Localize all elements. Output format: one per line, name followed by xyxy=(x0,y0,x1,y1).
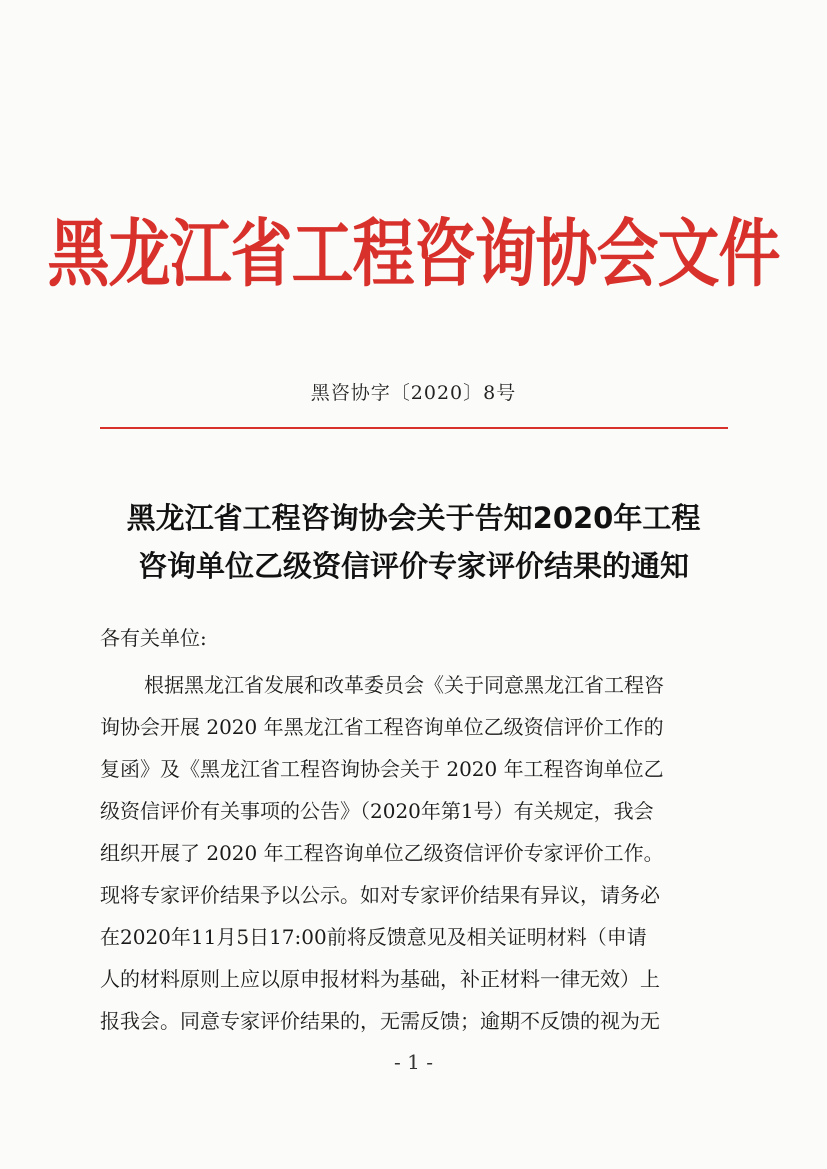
red-divider-line xyxy=(100,427,728,429)
body-line: 在2020年11月5日17:00前将反馈意见及相关证明材料（申请 xyxy=(100,925,647,949)
body-line: 级资信评价有关事项的公告》（2020年第1号）有关规定，我会 xyxy=(100,799,654,823)
body-line: 报我会。同意专家评价结果的，无需反馈；逾期不反馈的视为无 xyxy=(100,1009,660,1033)
body-line: 组织开展了 2020 年工程咨询单位乙级资信评价专家评价工作。 xyxy=(100,841,664,865)
salutation: 各有关单位: xyxy=(100,626,207,650)
notice-title-line-1: 黑龙江省工程咨询协会关于告知2020年工程 xyxy=(126,501,701,535)
notice-title-line-2: 咨询单位乙级资信评价专家评价结果的通知 xyxy=(137,549,689,583)
body-line: 询协会开展 2020 年黑龙江省工程咨询单位乙级资信评价工作的 xyxy=(100,715,664,739)
document-number: 黑咨协字〔2020〕8号 xyxy=(310,382,517,404)
body-line: 人的材料原则上应以原申报材料为基础，补正材料一律无效）上 xyxy=(100,967,660,991)
body-line: 根据黑龙江省发展和改革委员会《关于同意黑龙江省工程咨 xyxy=(144,673,664,697)
body-line: 复函》及《黑龙江省工程咨询协会关于 2020 年工程咨询单位乙 xyxy=(100,757,664,781)
page-number: - 1 - xyxy=(394,1050,433,1074)
body-line: 现将专家评价结果予以公示。如对专家评价结果有异议，请务必 xyxy=(100,883,660,907)
masthead-title: 黑龙江省工程咨询协会文件 xyxy=(47,210,780,297)
notice-title xyxy=(90,494,737,590)
body-text xyxy=(100,664,740,1042)
